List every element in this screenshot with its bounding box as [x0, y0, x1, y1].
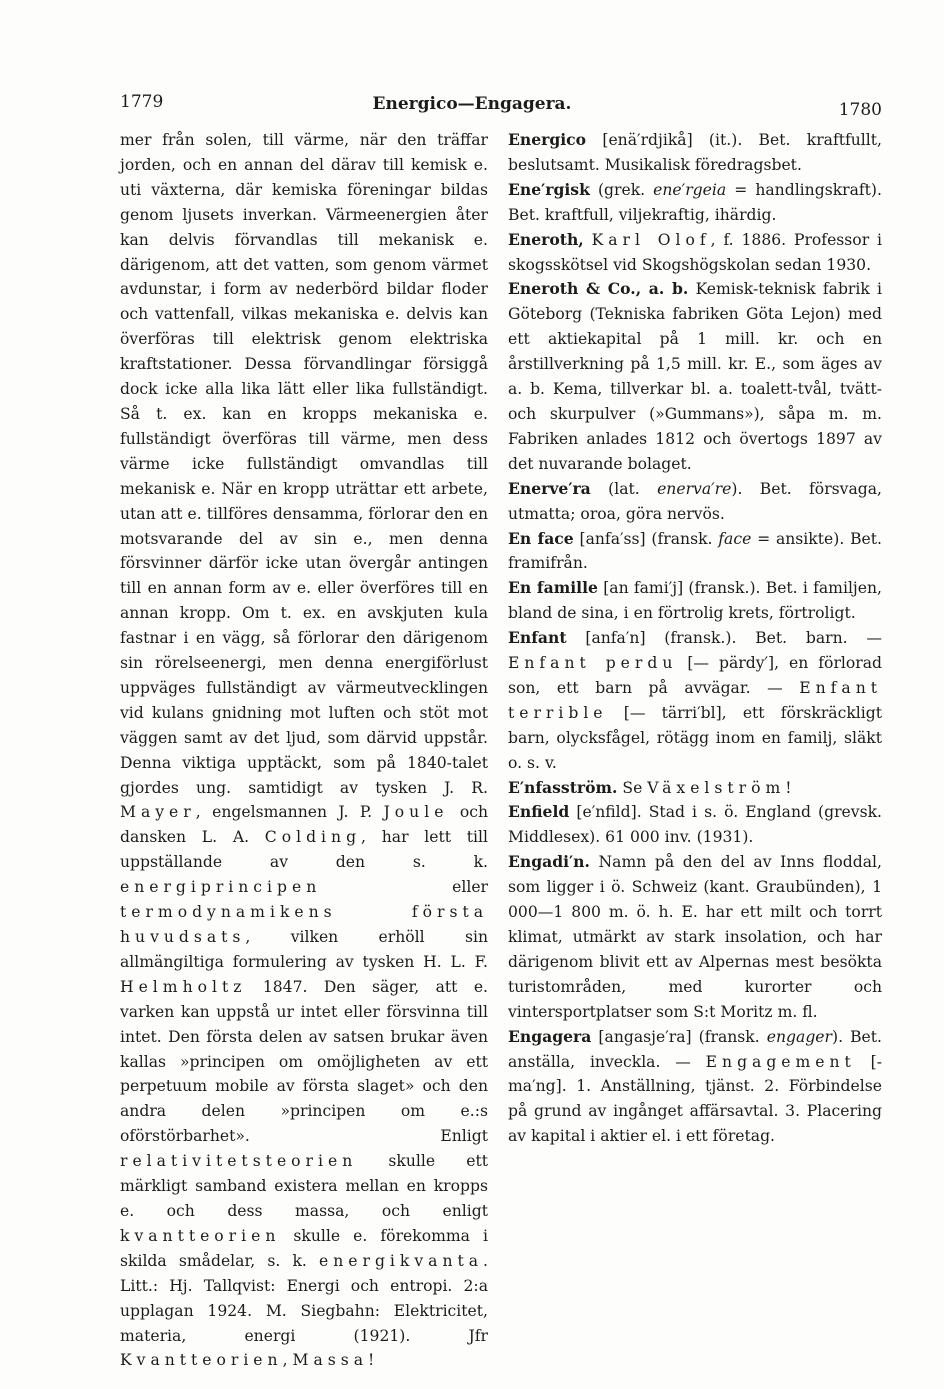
entry-engagera: Engagera [angasje′ra] (fransk. engager). Bet. anställa, inveckla. — Engagement [-ma′ng]. 1. Anställning, tjänst. 2. Förbindelse på grund av ingånget affärsavtal. 3. Placering av kapital i aktier el. i ett företag. [508, 1026, 882, 1146]
entry-enfield: Enfield [e′nfild]. Stad i s. ö. England (grevsk. Middlesex). 61 000 inv. (1931). [508, 802, 882, 847]
page-number-left: 1779 [120, 92, 164, 112]
entry-enfant: Enfant [anfa′n] (fransk.). Bet. barn. — Enfant perdu [— pärdy′], en förlorad son, ett barn på avvägar. — Enfant terrible [— tärri′bl], ett förskräckligt barn, olycksfågel, rötägg inom en familj, släkt o. s. v. [508, 628, 883, 772]
entry-enfasstrom: E′nfasström. Se Växelström! [508, 777, 792, 797]
right-column [508, 128, 882, 1149]
entry-energisk: Ene′rgisk (grek. ene′rgeia = handlingskraft). Bet. kraftfull, viljekraftig, ihärdig. [508, 179, 882, 224]
page-number-right: 1780 [838, 100, 882, 120]
left-column [120, 128, 488, 1373]
entry-engadin: Engadi′n. Namn på den del av Inns floddal, som ligger i ö. Schweiz (kant. Graubünden), 1 000—1 800 m. ö. h. E. har ett milt och torrt klimat, utmärkt av stark insolation, och har därigenom blivit ett av Alpernas mest besökta turistområden, med kurorter och vintersportplatser som S:t Moritz m. fl. [508, 852, 882, 1021]
energi-continuation: mer från solen, till värme, när den träffar jorden, och en annan del därav till kemisk e. uti växterna, där kemiska föreningar bildas genom ljusets inverkan. Värmeenergien åter kan delvis förvandlas till mekanisk e. därigenom, att det vatten, som genom värmet avdunstar, i form av nederbörd bildar floder och vattenfall, vilkas mekaniska e. delvis kan överföras till elektrisk genom elektriska kraftstationer. Dessa förvandlingar försiggå dock icke alla lika lätt eller lika fullständigt. Så t. ex. kan en kropps mekaniska e. fullständigt överföras till värme, men dess värme icke fullständigt omvandlas till mekanisk e. När en kropp uträttar ett arbete, utan att e. tillföres densamma, förlorar den en motsvarande del av sin e., men denna försvinner därför icke utan övergår antingen till en annan form av e. eller överföres till en annan kropp. Om t. ex. en avskjuten kula fastnar i en vägg, så förlorar den därigenom sin rörelseenergi, men denna energiförlust uppväges fullständigt av värmeutvecklingen vid kulans gnidning mot luften och stöt mot väggen samt av det ljud, som därvid uppstår. Denna viktiga upptäckt, som på 1840-talet gjordes ung. samtidigt av tysken J. R. Mayer, engelsmannen J. P. Joule och dansken L. A. Colding, har lett till uppställande av den s. k. energiprincipen eller termodynamikens första huvudsats, vilken erhöll sin allmängiltiga formulering av tysken H. L. F. Helmholtz 1847. Den säger, att e. varken kan uppstå ur intet eller försvinna till intet. Den första delen av satsen brukar även kallas »principen om omöjligheten av ett perpetuum mobile av första slaget» och den andra delen »principen om e.:s oförstörbarhet». Enligt relativitetsteorien skulle ett märkligt samband existera mellan en kropps e. och dess massa, och enligt kvantteorien skulle e. förekomma i skilda smådelar, s. k. energikvanta. Litt.: Hj. Tallqvist: Energi och entropi. 2:a upplagan 1924. M. Siegbahn: Elektricitet, materia, energi (1921). Jfr Kvantteorien, Massa! [120, 131, 489, 1370]
entry-enervera: Enerve′ra (lat. enerva′re). Bet. försvaga, utmatta; oroa, göra nervös. [508, 478, 882, 523]
entry-eneroth: Eneroth, Karl Olof, f. 1886. Professor i skogsskötsel vid Skogshögskolan sedan 1930. [508, 229, 882, 274]
entry-en-face: En face [anfa′ss] (fransk. face = ansikte). Bet. framifrån. [508, 528, 882, 573]
entry-en-famille: En famille [an fami′j] (fransk.). Bet. i familjen, bland de sina, i en förtrolig krets, förtroligt. [508, 578, 882, 623]
entry-eneroth-co: Eneroth & Co., a. b. Kemisk-teknisk fabrik i Göteborg (Tekniska fabriken Göta Lejon) med ett aktiekapital på 1 mill. kr. och en årstillverkning på 1,5 mill. kr. E., som äges av a. b. Kema, tillverkar bl. a. toalett-tvål, tvätt- och skurpulver (»Gummans»), såpa m. m. Fabriken anlades 1812 och övertogs 1897 av det nuvarande bolaget. [508, 279, 883, 473]
entry-energico: Energico [enä′rdjikå] (it.). Bet. kraftfullt, beslutsamt. Musikalisk föredragsbet. [508, 130, 882, 174]
running-head: Energico—Engagera. [372, 94, 572, 114]
page-header [0, 88, 944, 128]
